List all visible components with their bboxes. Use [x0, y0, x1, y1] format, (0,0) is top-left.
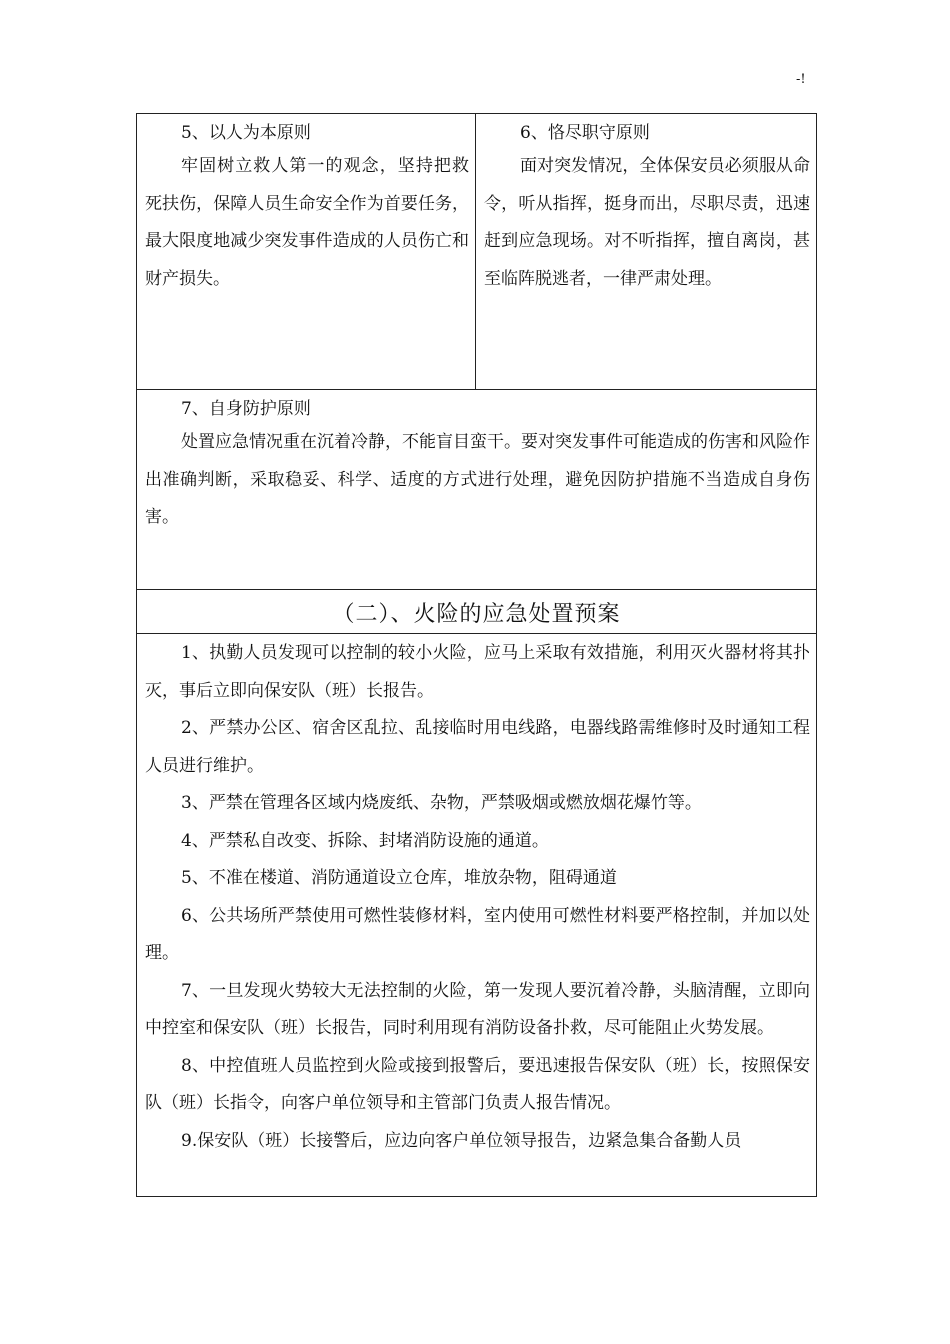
- fire-plan-title-row: [137, 589, 816, 634]
- fire-plan-title: （二）、火险的应急处置预案: [332, 601, 621, 627]
- fire-plan-item: 9.保安队（班）长接警后，应边向客户单位领导报告，边紧急集合备勤人员: [181, 1130, 742, 1151]
- fire-plan-item: 2、严禁办公区、宿舍区乱拉、乱接临时用电线路，电器线路需维修时及时通知工程人员进行维护。: [145, 718, 810, 776]
- principle-6-cell: [476, 114, 816, 389]
- principle-5-body: 牢固树立救人第一的观念，坚持把救死扶伤，保障人员生命安全作为首要任务，最大限度地减少突发事件造成的人员伤亡和财产损失。: [145, 156, 469, 289]
- fire-plan-item: 1、执勤人员发现可以控制的较小火险，应马上采取有效措施，利用灭火器材将其扑灭，事后立即向保安队（班）长报告。: [145, 643, 810, 701]
- principles-row-5-6: [137, 114, 816, 389]
- fire-plan-item: 8、中控值班人员监控到火险或接到报警后，要迅速报告保安队（班）长，按照保安队（班）长指令，向客户单位领导和主管部门负责人报告情况。: [145, 1055, 810, 1113]
- fire-plan-items: [137, 633, 816, 1196]
- principle-6-body: 面对突发情况，全体保安员必须服从命令，听从指挥，挺身而出，尽职尽责，迅速赶到应急现场。对不听指挥，擅自离岗，甚至临阵脱逃者，一律严肃处理。: [484, 156, 810, 289]
- principle-5-cell: [137, 114, 476, 389]
- principle-7-heading: 7、自身防护原则: [181, 399, 311, 419]
- principle-7-body: 处置应急情况重在沉着冷静，不能盲目蛮干。要对突发事件可能造成的伤害和风险作出准确判断，采取稳妥、科学、适度的方式进行处理，避免因防护措施不当造成自身伤害。: [145, 432, 810, 527]
- principle-7-row: [137, 389, 816, 589]
- document-table: [136, 113, 817, 1197]
- fire-plan-item: 3、严禁在管理各区域内烧废纸、杂物，严禁吸烟或燃放烟花爆竹等。: [181, 793, 702, 813]
- fire-plan-item: 6、公共场所严禁使用可燃性装修材料，室内使用可燃性材料要严格控制，并加以处理。: [145, 905, 810, 963]
- fire-plan-item: 4、严禁私自改变、拆除、封堵消防设施的通道。: [181, 830, 549, 851]
- fire-plan-item: 7、一旦发现火势较大无法控制的火险，第一发现人要沉着冷静，头脑清醒，立即向中控室和保安队（班）长报告，同时利用现有消防设备扑救，尽可能阻止火势发展。: [145, 980, 810, 1038]
- principle-5-heading: 5、以人为本原则: [181, 123, 311, 143]
- page-mark: -!: [796, 72, 806, 87]
- principle-6-heading: 6、恪尽职守原则: [520, 123, 650, 143]
- fire-plan-item: 5、不准在楼道、消防通道设立仓库，堆放杂物，阻碍通道: [181, 868, 617, 888]
